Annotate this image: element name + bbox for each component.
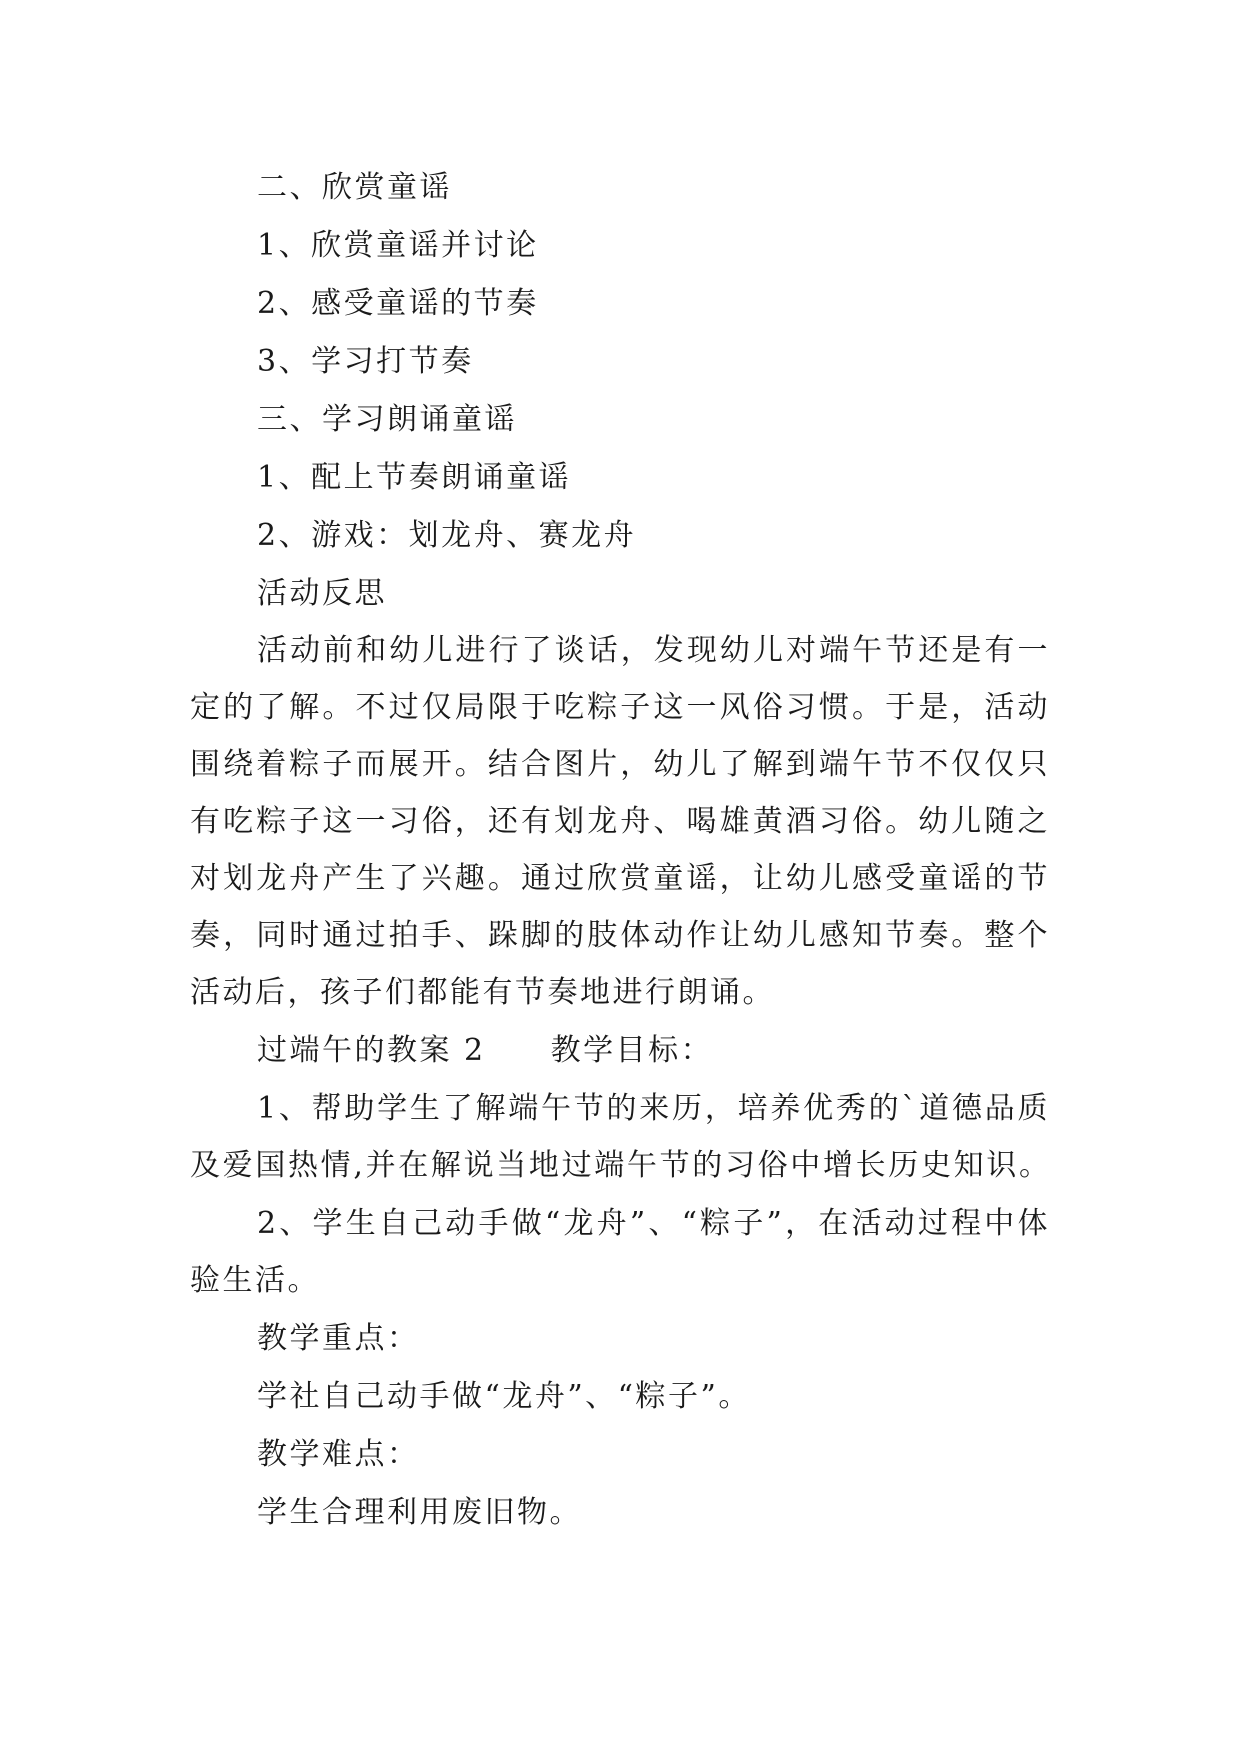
paragraph-line: 活动前和幼儿进行了谈话，发现幼儿对端午节还是有一 <box>257 633 1050 668</box>
paragraph-line: 活动后，孩子们都能有节奏地进行朗诵。 <box>190 975 775 1010</box>
section-heading: 活动反思 <box>257 576 387 611</box>
paragraph-line: 2、学生自己动手做“龙舟”、“粽子”，在活动过程中体 <box>257 1206 1050 1241</box>
section-heading: 教学重点： <box>257 1321 420 1356</box>
paragraph-line: 及爱国热情,并在解说当地过端午节的习俗中增长历史知识。 <box>190 1148 1050 1183</box>
section-heading: 三、学习朗诵童谣 <box>257 402 517 437</box>
paragraph-line: 验生活。 <box>190 1263 320 1298</box>
lesson-title: 过端午的教案 2 教学目标： <box>257 1033 714 1068</box>
section-heading: 教学难点： <box>257 1437 420 1472</box>
paragraph-line: 对划龙舟产生了兴趣。通过欣赏童谣，让幼儿感受童谣的节 <box>190 861 1050 896</box>
list-item: 2、游戏：划龙舟、赛龙舟 <box>257 518 637 553</box>
section-heading: 二、欣赏童谣 <box>257 170 452 205</box>
list-item: 1、配上节奏朗诵童谣 <box>257 460 572 495</box>
list-item: 2、感受童谣的节奏 <box>257 286 539 321</box>
paragraph-line: 围绕着粽子而展开。结合图片，幼儿了解到端午节不仅仅只 <box>190 747 1050 782</box>
list-item: 1、欣赏童谣并讨论 <box>257 228 539 263</box>
paragraph-line: 奏，同时通过拍手、跺脚的肢体动作让幼儿感知节奏。整个 <box>190 918 1050 953</box>
list-item: 3、学习打节奏 <box>257 344 474 379</box>
paragraph-line: 学生合理利用废旧物。 <box>257 1495 582 1530</box>
paragraph-line: 有吃粽子这一习俗，还有划龙舟、喝雄黄酒习俗。幼儿随之 <box>190 804 1050 839</box>
paragraph-line: 1、帮助学生了解端午节的来历，培养优秀的`道德品质 <box>257 1091 1050 1126</box>
paragraph-line: 定的了解。不过仅局限于吃粽子这一风俗习惯。于是，活动 <box>190 690 1050 725</box>
paragraph-line: 学社自己动手做“龙舟”、“粽子”。 <box>257 1379 751 1414</box>
